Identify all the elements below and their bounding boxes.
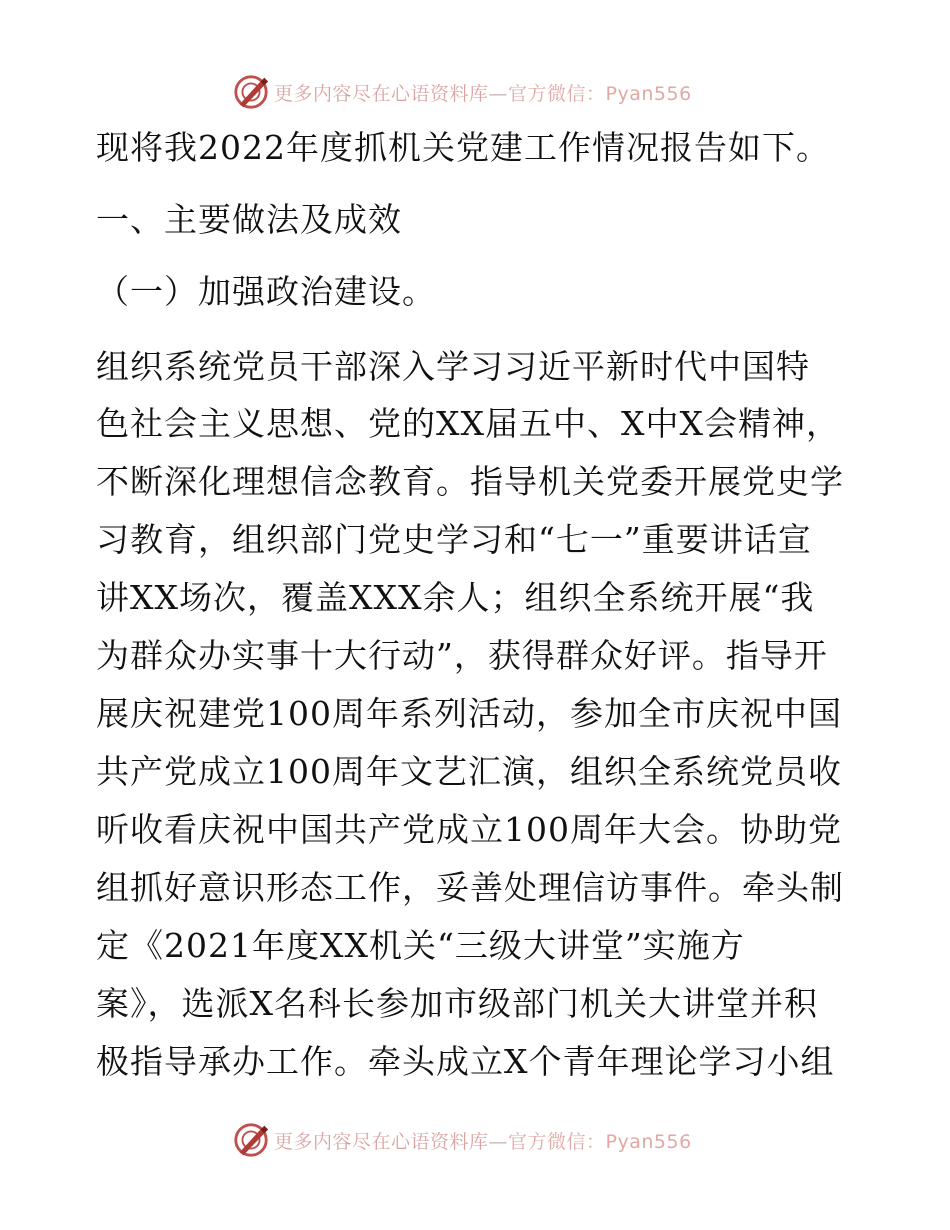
watermark-text: 更多内容尽在心语资料库—官方微信：Pyan556 — [274, 1130, 692, 1153]
paragraph-line: 习教育，组织部门党史学习和“七一”重要讲话宣 — [96, 520, 812, 559]
intro-line: 现将我2022年度抓机关党建工作情况报告如下。 — [96, 128, 830, 167]
header-watermark — [232, 70, 792, 114]
pen-circle-logo-icon — [232, 73, 270, 111]
footer-watermark — [232, 1118, 792, 1162]
paragraph-line: 讲XX场次，覆盖XXX余人；组织全系统开展“我 — [96, 578, 815, 617]
paragraph-line: 展庆祝建党100周年系列活动，参加全市庆祝中国 — [96, 694, 842, 733]
paragraph-line: 组抓好意识形态工作，妥善处理信访事件。牵头制 — [96, 868, 844, 907]
subsection-heading: （一）加强政治建设。 — [96, 272, 436, 311]
paragraph-line: 色社会主义思想、党的XX届五中、X中X会精神， — [96, 404, 840, 443]
paragraph-line: 极指导承办工作。牵头成立X个青年理论学习小组 — [96, 1042, 835, 1081]
paragraph-line: 听收看庆祝中国共产党成立100周年大会。协助党 — [96, 810, 842, 849]
section-heading: 一、主要做法及成效 — [96, 200, 402, 239]
paragraph-line: 定《2021年度XX机关“三级大讲堂”实施方 — [96, 926, 745, 965]
pen-circle-logo-icon — [232, 1121, 270, 1159]
paragraph-line: 案》，选派X名科长参加市级部门机关大讲堂并积 — [96, 984, 818, 1023]
watermark-text: 更多内容尽在心语资料库—官方微信：Pyan556 — [274, 82, 692, 105]
paragraph-line: 组织系统党员干部深入学习习近平新时代中国特 — [96, 347, 810, 386]
paragraph-line: 为群众办实事十大行动”，获得群众好评。指导开 — [96, 636, 828, 675]
paragraph-line: 共产党成立100周年文艺汇演，组织全系统党员收 — [96, 752, 842, 791]
paragraph-line: 不断深化理想信念教育。指导机关党委开展党史学 — [96, 462, 844, 501]
